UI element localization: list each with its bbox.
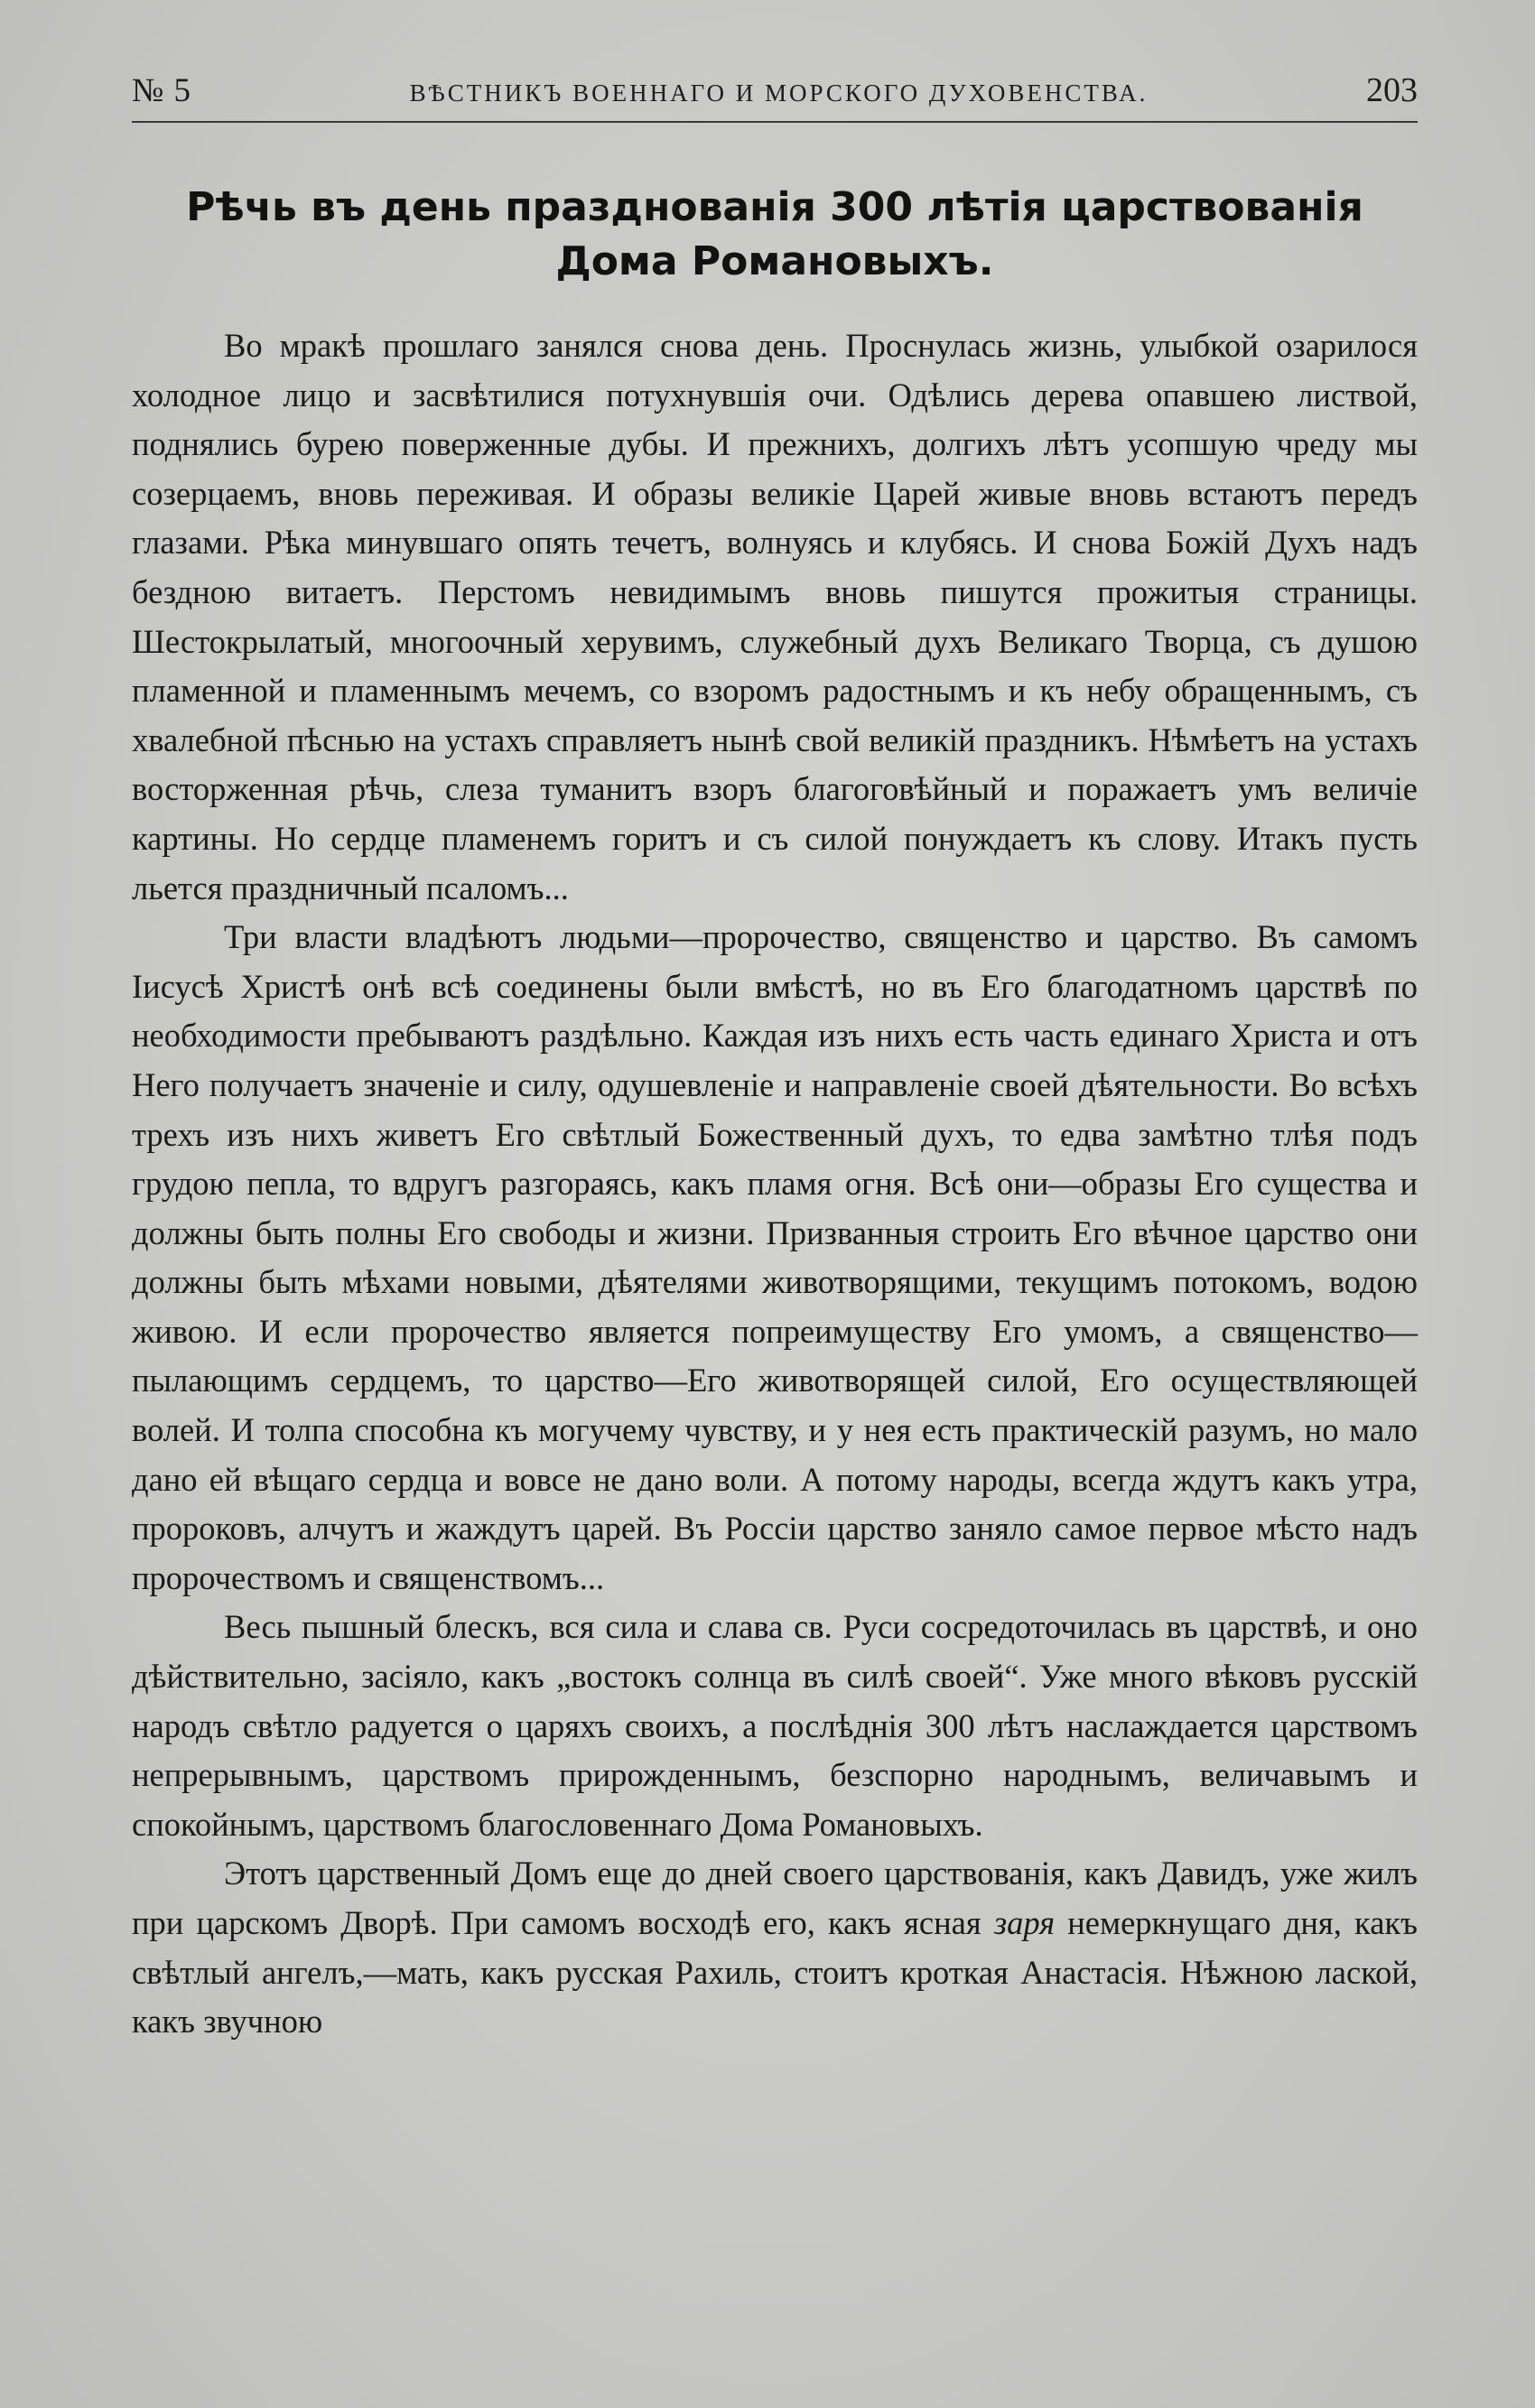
journal-title: ВѢСТНИКЪ ВОЕННАГО И МОРСКОГО ДУХОВЕНСТВА.	[409, 79, 1149, 107]
paragraph-2: Три власти владѣютъ людьми—пророчество, священство и царство. Въ самомъ Іисусѣ Христѣ онѣ всѣ соединены были вмѣстѣ, но въ Его благодатномъ царствѣ по необходимости пребываютъ раздѣльно. Каждая изъ нихъ есть часть единаго Христа и отъ Него получаетъ значеніе и силу, одушевленіе и направленіе своей дѣятельности. Во всѣхъ трехъ изъ нихъ живетъ Его свѣтлый Божественный духъ, то едва замѣтно тлѣя подъ грудою пепла, то вдругъ разгораясь, какъ пламя огня. Всѣ они—образы Его существа и должны быть полны Его свободы и жизни. Призванныя строить Его вѣчное царство они должны быть мѣхами новыми, дѣятелями животворящими, текущимъ потокомъ, водою живою. И если пророчество является попреимуществу Его умомъ, а священство—пылающимъ сердцемъ, то царство—Его животворящей силой, Его осуществляющей волей. И толпа способна къ могучему чувству, и у нея есть практическій разумъ, но мало дано ей вѣщаго сердца и вовсе не дано воли. А потому народы, всегда ждутъ какъ утра, пророковъ, алчутъ и жаждутъ царей. Въ Россіи царство заняло самое первое мѣсто надъ пророчествомъ и священствомъ...	[132, 918, 1418, 1596]
running-header	[132, 70, 1418, 123]
paragraph-4	[132, 1849, 1418, 2046]
page-number: 203	[1366, 71, 1418, 109]
article-body	[132, 321, 1418, 2047]
paragraph-4-text-start: Этотъ царственный Домъ еще до дней своего царствованія, какъ Давидъ, уже жилъ при царскомъ Дворѣ. При самомъ восходѣ его, какъ ясная	[132, 1855, 1418, 1941]
article-title: Рѣчь въ день празднованія 300 лѣтія царствованія Дома Романовыхъ.	[186, 184, 1363, 284]
paragraph-1: Во мракѣ прошлаго занялся снова день. Проснулась жизнь, улыбкой озарилося холодное лицо и засвѣтилися потухнувшія очи. Одѣлись дерева опавшею листвой, поднялись бурею поверженные дубы. И прежнихъ, долгихъ лѣтъ усопшую чреду мы созерцаемъ, вновь переживая. И образы великіе Царей живые вновь встаютъ передъ глазами. Рѣка минувшаго опять течетъ, волнуясь и клубясь. И снова Божій Духъ надъ бездною витаетъ. Перстомъ невидимымъ вновь пишутся прожитыя страницы. Шестокрылатый, многоочный херувимъ, служебный духъ Великаго Творца, съ душою пламенной и пламеннымъ мечемъ, со взоромъ радостнымъ и къ небу обращеннымъ, съ хвалебной пѣснью на устахъ справляетъ нынѣ свой великій праздникъ. Нѣмѣетъ на устахъ восторженная рѣчь, слеза туманитъ взоръ благоговѣйный и поражаетъ умъ величіе картины. Но сердце пламенемъ горитъ и съ силой понуждаетъ къ слову. Итакъ пусть льется праздничный псаломъ...	[132, 327, 1418, 906]
issue-number: № 5	[132, 72, 192, 109]
paragraph-4-text-end: немеркнущаго дня, какъ свѣтлый ангелъ,—мать, какъ русская Рахиль, стоитъ кроткая Анастасія. Нѣжною лаской, какъ звучною	[132, 1904, 1418, 2041]
paragraph-3: Весь пышный блескъ, вся сила и слава св. Руси сосредоточилась въ царствѣ, и оно дѣйствительно, засіяло, какъ „востокъ солнца въ силѣ своей“. Уже много вѣковъ русскій народъ свѣтло радуется о царяхъ своихъ, а послѣднія 300 лѣтъ наслаждается царствомъ непрерывнымъ, царствомъ прирожденнымъ, безспорно народнымъ, величавымъ и спокойнымъ, царствомъ благословеннаго Дома Романовыхъ.	[132, 1608, 1418, 1843]
italic-word: заря	[993, 1904, 1056, 1941]
